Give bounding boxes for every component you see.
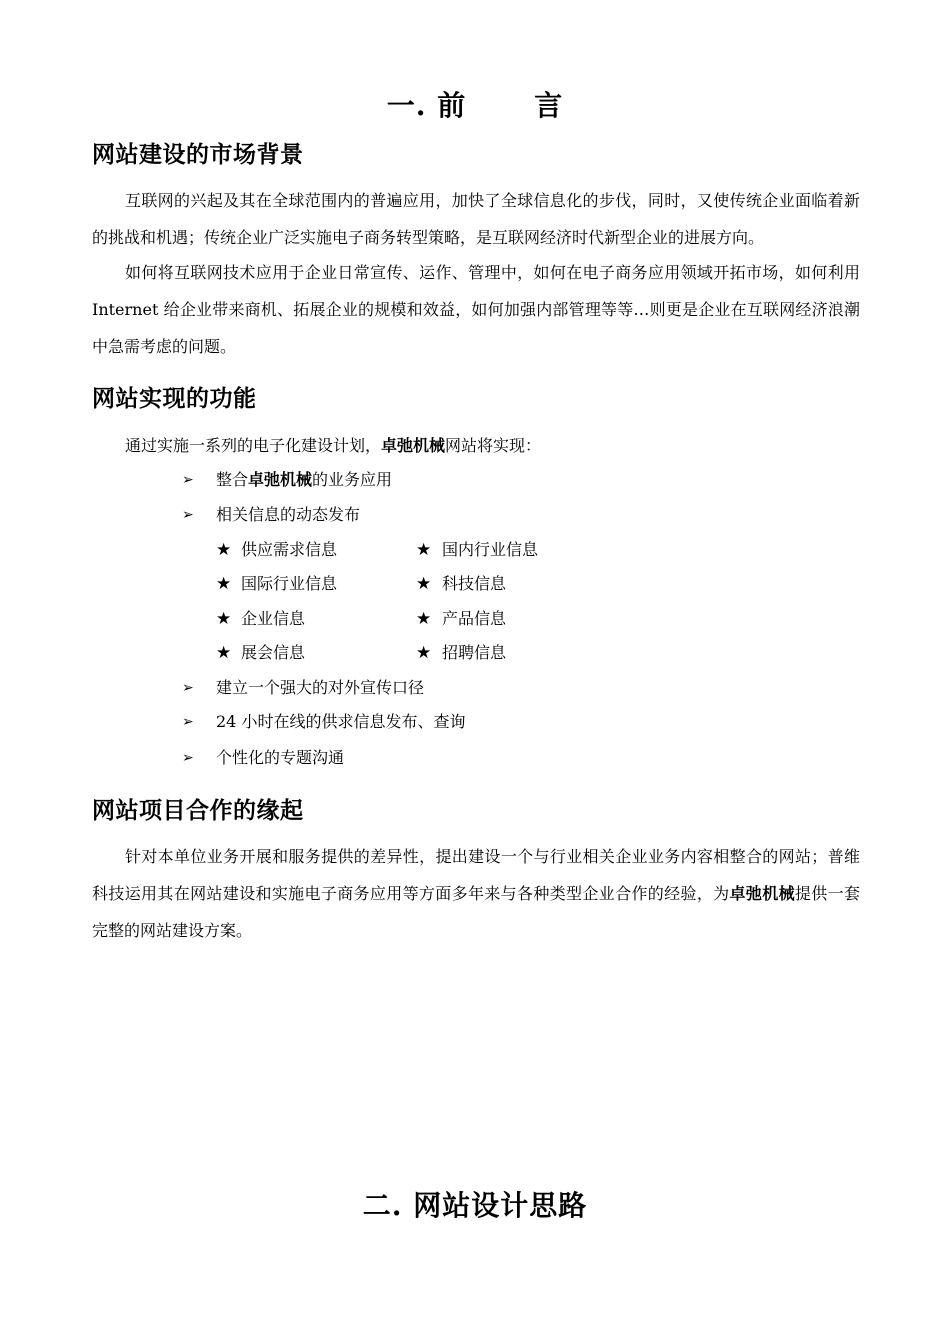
bullet-item-dynamic-info: 相关信息的动态发布 xyxy=(216,505,361,524)
star-item: 国内行业信息 xyxy=(442,540,539,559)
star-icon: ★ xyxy=(416,540,432,560)
star-icon: ★ xyxy=(416,609,432,629)
star-icon: ★ xyxy=(216,540,232,560)
company-name: 卓弛机械 xyxy=(381,436,446,455)
star-item: 科技信息 xyxy=(442,574,507,593)
bullet-item-text: 的业务应用 xyxy=(312,470,393,489)
arrow-bullet-icon: ➢ xyxy=(182,750,194,766)
star-item: 招聘信息 xyxy=(442,643,507,662)
section2-title: 二. 网站设计思路 xyxy=(362,1189,588,1222)
paragraph-project-origin-text-a: 针对本单位业务开展和服务提供的差异性，提出建设一个与行业相关企业业务内容相整合的网站；普维科技运用其在网站建设和实施电子商务应用等方面多年来与各种类型企业合作的经验，为 xyxy=(92,847,860,903)
star-item: 国际行业信息 xyxy=(241,574,338,593)
arrow-bullet-icon: ➢ xyxy=(182,714,194,730)
bullet-item-integrate xyxy=(216,470,392,490)
company-name: 卓弛机械 xyxy=(729,884,795,903)
section1-title-number: 一. xyxy=(386,89,427,122)
star-icon: ★ xyxy=(216,609,232,629)
bullet-item-24h-service: 24 小时在线的供求信息发布、查询 xyxy=(216,712,466,731)
paragraph-project-origin xyxy=(92,838,860,949)
section1-title xyxy=(0,84,950,124)
bullet-item-personalized: 个性化的专题沟通 xyxy=(216,748,345,767)
arrow-bullet-icon: ➢ xyxy=(182,507,194,523)
paragraph-market-background-1: 互联网的兴起及其在全球范围内的普遍应用，加快了全球信息化的步伐，同时，又使传统企业面临着新的挑战和机遇；传统企业广泛实施电子商务转型策略，是互联网经济时代新型企业的进展方向。 xyxy=(92,191,860,247)
paragraph-market-background-2: 如何将互联网技术应用于企业日常宣传、运作、管理中，如何在电子商务应用领域开拓市场，如何利用 Internet 给企业带来商机、拓展企业的规模和效益，如何加强内部管理等等…则更是企业在互联网经济浪潮中急需考虑的问题。 xyxy=(92,263,860,356)
functions-intro-text-a: 通过实施一系列的电子化建设计划， xyxy=(125,436,382,455)
star-item: 供应需求信息 xyxy=(241,540,338,559)
section1-title-char1: 前 xyxy=(437,89,467,122)
heading-site-functions: 网站实现的功能 xyxy=(92,385,257,412)
star-icon: ★ xyxy=(416,574,432,594)
paragraph-project-origin-text-b: 提供一套完整的网站建设方案。 xyxy=(92,884,860,940)
functions-intro xyxy=(125,436,541,456)
arrow-bullet-icon: ➢ xyxy=(182,680,194,696)
heading-project-origin: 网站项目合作的缘起 xyxy=(92,797,304,824)
star-icon: ★ xyxy=(216,574,232,594)
arrow-bullet-icon: ➢ xyxy=(182,472,194,488)
star-item: 产品信息 xyxy=(442,609,507,628)
star-icon: ★ xyxy=(216,643,232,663)
bullet-item-publicity: 建立一个强大的对外宣传口径 xyxy=(216,678,425,697)
company-name: 卓弛机械 xyxy=(248,470,313,489)
star-item: 企业信息 xyxy=(241,609,306,628)
star-icon: ★ xyxy=(416,643,432,663)
bullet-item-text: 整合 xyxy=(216,470,249,489)
heading-market-background: 网站建设的市场背景 xyxy=(92,141,304,168)
section1-title-char2: 言 xyxy=(534,89,564,122)
star-item: 展会信息 xyxy=(241,643,306,662)
functions-intro-text-b: 网站将实现： xyxy=(445,436,542,455)
